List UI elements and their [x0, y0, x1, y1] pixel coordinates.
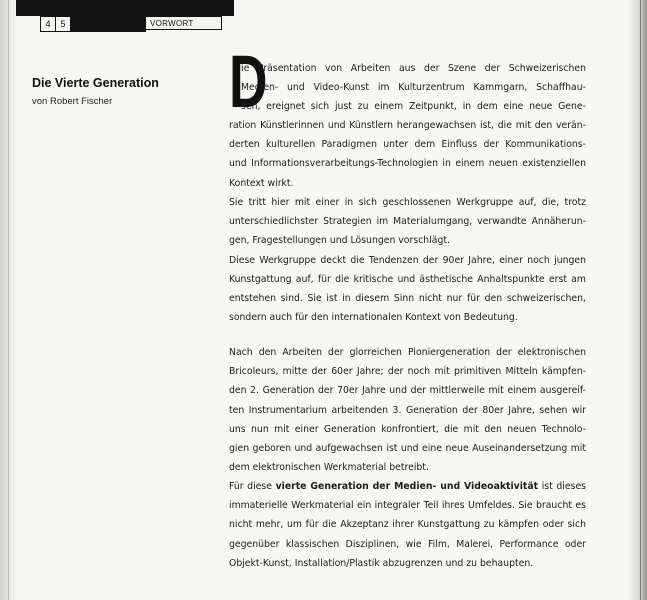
- body-line: immaterielle Werkmaterial ein integraler Teil ihres Umfeldes. Sie braucht es: [229, 500, 586, 511]
- body-text-segment: ist dieses: [538, 481, 587, 492]
- page-header: [40, 16, 222, 31]
- body-line: uns nun mit einer Generation konfrontiert, die mit den neuen Technolo-: [229, 424, 586, 435]
- body-line: Diese Werkgruppe deckt die Tendenzen der 90er Jahre, einer noch jungen: [229, 255, 586, 266]
- article-author: von Robert Fischer: [32, 96, 113, 107]
- page-left-edge: [8, 0, 9, 600]
- drop-cap-letter: D: [229, 40, 268, 123]
- body-line: nicht mehr, um für die Akzeptanz ihrer Kunstgattung zu kämpfen oder sich: [229, 519, 586, 530]
- body-line: Objekt-Kunst, Installation/Plastik abzugrenzen und zu behaupten.: [229, 558, 534, 569]
- body-line: den 2. Generation der 70er Jahre und der mittlerweile mit einem ausgereif-: [229, 385, 586, 396]
- body-line: ten Instrumentarium arbeitenden 3. Generation der 80er Jahre, sehen wir: [229, 405, 586, 416]
- body-line: entstehen sind. Sie ist in diesem Sinn nicht nur für den schweizerischen,: [229, 293, 586, 304]
- body-line: sondern auch für den internationalen Kontext von Bedeutung.: [229, 312, 518, 323]
- body-line: Sie tritt hier mit einer in sich geschlossenen Werkgruppe auf, die, trotz: [229, 197, 586, 208]
- body-line: und Informationsverarbeitungs-Technologien in einem neuen existenziellen: [229, 158, 586, 169]
- page-right-edge-line: [640, 0, 641, 600]
- body-line: [229, 481, 586, 493]
- top-black-bar: [16, 0, 234, 16]
- body-line: Kunstgattung auf, für die kritische und ästhetische Anhaltspunkte erst am: [229, 274, 586, 285]
- body-text-emphasis: vierte Generation der Medien- und Videoaktivität: [275, 481, 539, 492]
- body-line: dem elektronischen Werkmaterial betreibt.: [229, 462, 429, 473]
- body-line: sen, ereignet sich just zu einem Zeitpunkt, in dem eine neue Gene-: [241, 101, 586, 112]
- body-line: unterschiedlichster Strategien im Materialumgang, verwandte Annäherun-: [229, 216, 586, 227]
- article-title: Die Vierte Generation: [32, 76, 159, 90]
- page-number-right: 5: [56, 16, 71, 32]
- body-line: Medien- und Video-Kunst im Kulturzentrum Kammgarn, Schaffhau-: [241, 82, 586, 93]
- body-text-segment: Für diese: [229, 481, 276, 492]
- page-number-left: 4: [40, 16, 56, 32]
- body-line: ration Künstlerinnen und Künstlern herangewachsen ist, die mit den verän-: [229, 120, 586, 131]
- page-right-edge-shadow: [629, 0, 647, 600]
- body-line: gegenüber klassischen Disziplinen, wie Film, Malerei, Performance oder: [229, 539, 586, 550]
- body-line: Bricoleurs, mitte der 60er Jahre; der noch mit primitiven Mitteln kämpfen-: [229, 366, 586, 377]
- body-line: Kontext wirkt.: [229, 178, 294, 189]
- body-line: ie Präsentation von Arbeiten aus der Szene der Schweizerischen: [241, 63, 586, 74]
- body-line: gen, Fragestellungen und Lösungen vorschlägt.: [229, 235, 450, 246]
- header-black-band: [71, 16, 146, 32]
- body-line: derten kulturellen Paradigmen unter dem Einfluss der Kommunikations-: [229, 139, 586, 150]
- body-line: gien geboren und aufgewachsen ist und eine neue Auseinandersetzung mit: [229, 443, 586, 454]
- body-line: Nach den Arbeiten der glorreichen Pioniergeneration der elektronischen: [229, 347, 586, 358]
- section-label: VORWORT: [146, 16, 222, 30]
